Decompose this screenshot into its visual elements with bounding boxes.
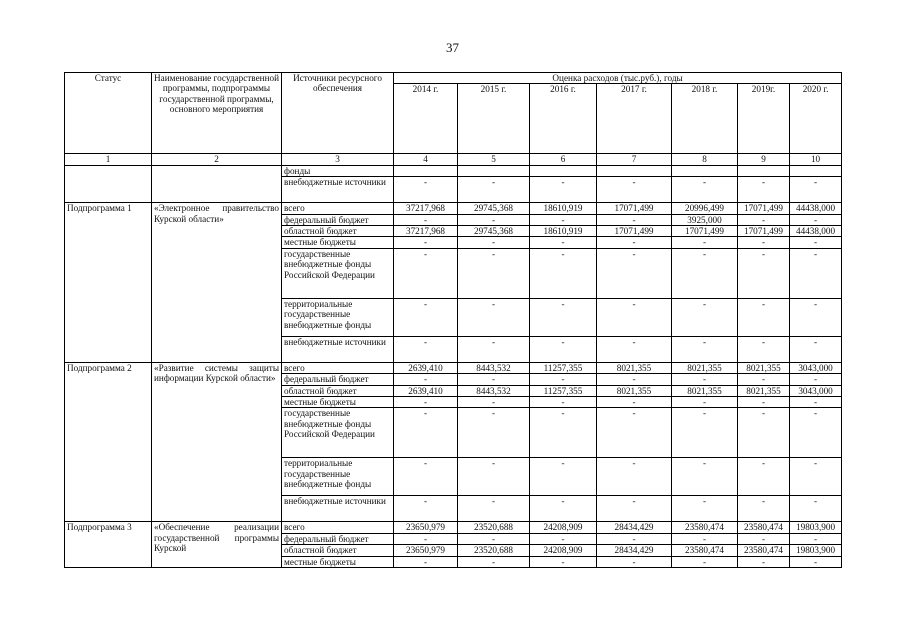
value-cell: - — [530, 248, 597, 298]
value-cell: 29745,368 — [458, 203, 530, 214]
column-number: 6 — [530, 154, 597, 165]
value-cell: 8021,355 — [738, 362, 790, 373]
value-cell: - — [458, 496, 530, 522]
value-cell: 2639,410 — [394, 385, 458, 396]
value-cell: 23520,688 — [458, 522, 530, 533]
value-cell: - — [597, 374, 672, 385]
header-estimate: Оценка расходов (тыс.руб.), годы — [394, 73, 842, 84]
value-cell: - — [530, 397, 597, 408]
source-cell: государственные внебюджетные фонды Российской Федерации — [282, 248, 394, 298]
value-cell: 37217,968 — [394, 226, 458, 237]
value-cell: 8443,532 — [458, 362, 530, 373]
value-cell: 19803,900 — [790, 545, 842, 556]
table-row — [65, 203, 842, 214]
value-cell: 17071,499 — [738, 226, 790, 237]
value-cell: - — [597, 533, 672, 544]
column-number: 9 — [738, 154, 790, 165]
value-cell: - — [738, 533, 790, 544]
source-cell: областной бюджет — [282, 545, 394, 556]
value-cell: - — [394, 496, 458, 522]
source-cell: фонды — [282, 165, 394, 176]
header-year: 2016 г. — [530, 84, 597, 154]
value-cell: - — [738, 237, 790, 248]
value-cell: 44438,000 — [790, 226, 842, 237]
subprogram-status: Подпрограмма 2 — [65, 362, 152, 522]
value-cell: - — [672, 177, 738, 203]
status-cell — [65, 165, 152, 202]
value-cell — [458, 165, 530, 176]
value-cell: - — [394, 237, 458, 248]
value-cell: - — [738, 397, 790, 408]
value-cell: 24208,909 — [530, 545, 597, 556]
source-cell: внебюджетные источники — [282, 336, 394, 362]
value-cell: 3925,000 — [672, 214, 738, 225]
value-cell: 37217,968 — [394, 203, 458, 214]
value-cell: - — [458, 248, 530, 298]
value-cell — [597, 165, 672, 176]
header-year: 2014 г. — [394, 84, 458, 154]
value-cell: - — [738, 248, 790, 298]
value-cell: - — [597, 237, 672, 248]
value-cell: - — [530, 556, 597, 567]
value-cell: - — [394, 298, 458, 336]
value-cell: 8021,355 — [597, 362, 672, 373]
value-cell: - — [738, 177, 790, 203]
value-cell: 23580,474 — [738, 545, 790, 556]
value-cell: 8021,355 — [672, 362, 738, 373]
value-cell: - — [597, 214, 672, 225]
table-row — [65, 522, 842, 533]
value-cell: 17071,499 — [597, 203, 672, 214]
column-number: 5 — [458, 154, 530, 165]
value-cell: - — [672, 533, 738, 544]
value-cell: 3043,000 — [790, 362, 842, 373]
value-cell: 28434,429 — [597, 545, 672, 556]
value-cell: - — [738, 298, 790, 336]
value-cell: 2639,410 — [394, 362, 458, 373]
value-cell: - — [597, 177, 672, 203]
value-cell: - — [597, 408, 672, 458]
header-row-1 — [65, 73, 842, 84]
value-cell: - — [738, 496, 790, 522]
value-cell: 18610,919 — [530, 203, 597, 214]
source-cell: федеральный бюджет — [282, 214, 394, 225]
value-cell: - — [790, 458, 842, 496]
table-row — [65, 165, 842, 176]
table-row — [65, 362, 842, 373]
value-cell: 23580,474 — [738, 522, 790, 533]
source-cell: местные бюджеты — [282, 397, 394, 408]
column-number: 8 — [672, 154, 738, 165]
source-cell: внебюджетные источники — [282, 496, 394, 522]
value-cell: 8443,532 — [458, 385, 530, 396]
value-cell: - — [597, 496, 672, 522]
value-cell: - — [530, 496, 597, 522]
page-number: 37 — [446, 40, 459, 55]
value-cell: - — [672, 397, 738, 408]
header-year: 2020 г. — [790, 84, 842, 154]
value-cell: - — [394, 248, 458, 298]
value-cell: - — [530, 237, 597, 248]
value-cell: - — [790, 496, 842, 522]
column-number-row — [65, 154, 842, 165]
value-cell: 18610,919 — [530, 226, 597, 237]
value-cell: - — [458, 177, 530, 203]
value-cell: - — [530, 408, 597, 458]
value-cell: - — [530, 214, 597, 225]
value-cell: 44438,000 — [790, 203, 842, 214]
column-number: 3 — [282, 154, 394, 165]
value-cell: - — [738, 214, 790, 225]
value-cell: - — [790, 556, 842, 567]
value-cell: 24208,909 — [530, 522, 597, 533]
value-cell: - — [790, 408, 842, 458]
value-cell: - — [458, 533, 530, 544]
value-cell: - — [790, 533, 842, 544]
source-cell: всего — [282, 522, 394, 533]
value-cell: - — [458, 214, 530, 225]
source-cell: федеральный бюджет — [282, 533, 394, 544]
value-cell: 23580,474 — [672, 545, 738, 556]
value-cell: 17071,499 — [672, 226, 738, 237]
value-cell: - — [394, 408, 458, 458]
source-cell: территориальные государственные внебюджетные фонды — [282, 298, 394, 336]
value-cell: - — [530, 177, 597, 203]
value-cell: 23650,979 — [394, 522, 458, 533]
value-cell: - — [672, 408, 738, 458]
value-cell: - — [738, 336, 790, 362]
value-cell: 23520,688 — [458, 545, 530, 556]
value-cell: - — [394, 336, 458, 362]
value-cell — [738, 165, 790, 176]
value-cell: - — [672, 336, 738, 362]
source-cell: всего — [282, 203, 394, 214]
value-cell: - — [597, 458, 672, 496]
budget-table — [64, 72, 842, 568]
value-cell: - — [394, 374, 458, 385]
source-cell: местные бюджеты — [282, 556, 394, 567]
column-number: 4 — [394, 154, 458, 165]
value-cell: - — [672, 496, 738, 522]
source-cell: областной бюджет — [282, 226, 394, 237]
value-cell: - — [672, 458, 738, 496]
value-cell: - — [790, 397, 842, 408]
value-cell: - — [530, 298, 597, 336]
value-cell: 28434,429 — [597, 522, 672, 533]
source-cell: местные бюджеты — [282, 237, 394, 248]
value-cell: - — [790, 374, 842, 385]
table-body — [65, 165, 842, 567]
value-cell: - — [394, 397, 458, 408]
value-cell: - — [597, 248, 672, 298]
value-cell — [394, 165, 458, 176]
value-cell: 23580,474 — [672, 522, 738, 533]
source-cell: федеральный бюджет — [282, 374, 394, 385]
column-number: 2 — [152, 154, 282, 165]
value-cell: - — [458, 298, 530, 336]
value-cell: - — [672, 237, 738, 248]
subprogram-status: Подпрограмма 3 — [65, 522, 152, 568]
source-cell: государственные внебюджетные фонды Российской Федерации — [282, 408, 394, 458]
value-cell — [672, 165, 738, 176]
header-year: 2015 г. — [458, 84, 530, 154]
value-cell: - — [394, 556, 458, 567]
value-cell: 23650,979 — [394, 545, 458, 556]
header-status: Статус — [65, 73, 152, 154]
column-number: 10 — [790, 154, 842, 165]
value-cell: - — [597, 298, 672, 336]
value-cell: - — [394, 177, 458, 203]
value-cell: - — [672, 298, 738, 336]
value-cell: 11257,355 — [530, 362, 597, 373]
value-cell: - — [790, 248, 842, 298]
value-cell: 8021,355 — [597, 385, 672, 396]
value-cell: - — [790, 177, 842, 203]
value-cell: 29745,368 — [458, 226, 530, 237]
value-cell: - — [530, 458, 597, 496]
value-cell: 8021,355 — [738, 385, 790, 396]
value-cell: 17071,499 — [597, 226, 672, 237]
value-cell: 8021,355 — [672, 385, 738, 396]
value-cell: - — [530, 374, 597, 385]
value-cell: - — [394, 214, 458, 225]
value-cell: - — [672, 374, 738, 385]
value-cell: - — [597, 397, 672, 408]
value-cell: - — [394, 458, 458, 496]
source-cell: внебюджетные источники — [282, 177, 394, 203]
value-cell: - — [458, 397, 530, 408]
value-cell: 20996,499 — [672, 203, 738, 214]
value-cell: - — [458, 408, 530, 458]
value-cell: - — [458, 237, 530, 248]
subprogram-status: Подпрограмма 1 — [65, 203, 152, 363]
value-cell: 11257,355 — [530, 385, 597, 396]
subprogram-name: «Электронное правительство Курской области» — [152, 203, 282, 363]
value-cell: - — [458, 458, 530, 496]
value-cell: - — [790, 336, 842, 362]
value-cell: - — [738, 556, 790, 567]
value-cell: - — [738, 374, 790, 385]
value-cell: - — [597, 556, 672, 567]
value-cell: - — [458, 374, 530, 385]
value-cell: - — [672, 556, 738, 567]
value-cell — [530, 165, 597, 176]
header-year: 2018 г. — [672, 84, 738, 154]
header-name: Наименование государственной программы, подпрограммы государственной программы, основного мероприятия — [152, 73, 282, 154]
value-cell: 19803,900 — [790, 522, 842, 533]
value-cell: - — [790, 237, 842, 248]
value-cell: - — [790, 214, 842, 225]
value-cell: - — [738, 458, 790, 496]
header-year: 2019г. — [738, 84, 790, 154]
source-cell: всего — [282, 362, 394, 373]
value-cell: - — [790, 298, 842, 336]
header-sources: Источники ресурсного обеспечения — [282, 73, 394, 154]
value-cell: - — [530, 533, 597, 544]
value-cell: - — [458, 556, 530, 567]
source-cell: областной бюджет — [282, 385, 394, 396]
value-cell: - — [597, 336, 672, 362]
subprogram-name: «Развитие системы защиты информации Курской области» — [152, 362, 282, 522]
subprogram-name: «Обеспечение реализации государственной программы Курской — [152, 522, 282, 568]
value-cell: 3043,000 — [790, 385, 842, 396]
value-cell: - — [458, 336, 530, 362]
column-number: 1 — [65, 154, 152, 165]
value-cell: - — [738, 408, 790, 458]
value-cell: - — [672, 248, 738, 298]
source-cell: территориальные государственные внебюджетные фонды — [282, 458, 394, 496]
value-cell — [790, 165, 842, 176]
name-cell — [152, 165, 282, 202]
value-cell: - — [394, 533, 458, 544]
header-year: 2017 г. — [597, 84, 672, 154]
value-cell: 17071,499 — [738, 203, 790, 214]
value-cell: - — [530, 336, 597, 362]
column-number: 7 — [597, 154, 672, 165]
